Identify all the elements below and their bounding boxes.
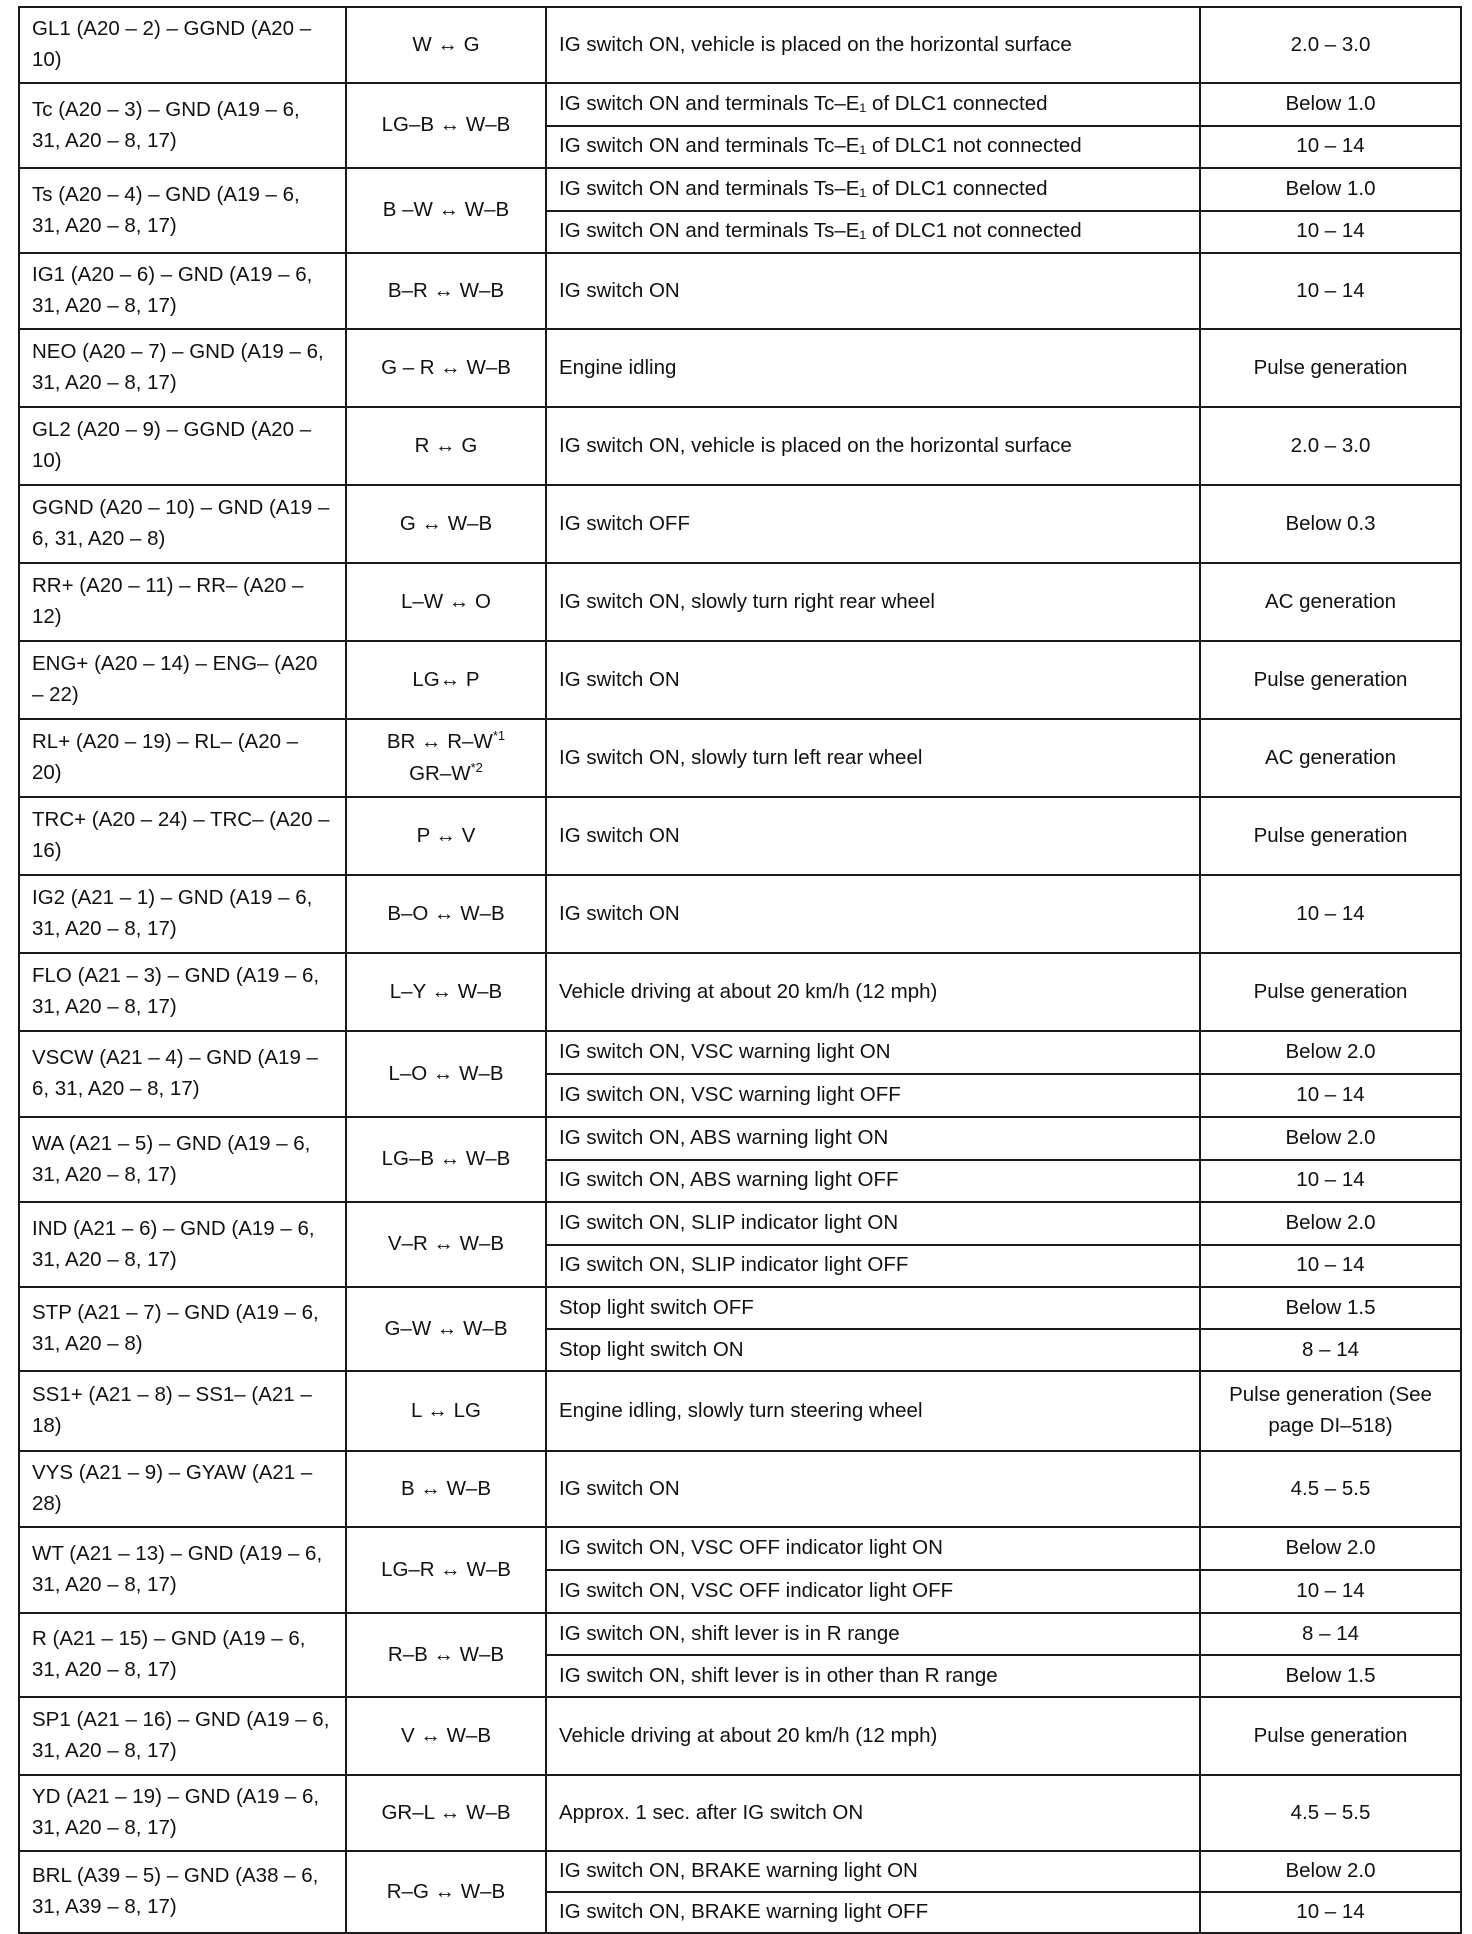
specified-condition-cell: Pulse generation (See page DI–518) bbox=[1200, 1371, 1461, 1451]
terminal-cell: Tc (A20 – 3) – GND (A19 – 6, 31, A20 – 8, 17) bbox=[19, 83, 346, 168]
wire-color-text: B ↔ W–B bbox=[401, 1476, 491, 1500]
wire-color-text: GR–L ↔ W–B bbox=[381, 1800, 511, 1824]
condition-cell: Engine idling, slowly turn steering wheel bbox=[546, 1371, 1200, 1451]
condition-cell: IG switch ON bbox=[546, 797, 1200, 875]
terminal-cell: NEO (A20 – 7) – GND (A19 – 6, 31, A20 – 8, 17) bbox=[19, 329, 346, 407]
specified-condition-cell: Below 2.0 bbox=[1200, 1031, 1461, 1074]
wire-color-text: L–Y ↔ W–B bbox=[389, 979, 503, 1003]
condition-cell: IG switch ON, VSC warning light ON bbox=[546, 1031, 1200, 1074]
table-row bbox=[19, 407, 1461, 485]
specified-condition-cell: 10 – 14 bbox=[1200, 1160, 1461, 1203]
table-row bbox=[19, 563, 1461, 641]
specified-condition-cell: Below 2.0 bbox=[1200, 1527, 1461, 1570]
table-row bbox=[19, 953, 1461, 1031]
terminal-cell: RR+ (A20 – 11) – RR– (A20 – 12) bbox=[19, 563, 346, 641]
terminal-cell: GGND (A20 – 10) – GND (A19 – 6, 31, A20 – 8) bbox=[19, 485, 346, 563]
table-row bbox=[19, 719, 1461, 797]
specified-condition-cell: Below 0.3 bbox=[1200, 485, 1461, 563]
wire-color-cell bbox=[346, 1031, 546, 1117]
table-row bbox=[19, 253, 1461, 329]
condition-cell: IG switch ON, slowly turn right rear wheel bbox=[546, 563, 1200, 641]
wire-color-text: R ↔ G bbox=[414, 433, 478, 457]
table-row bbox=[19, 797, 1461, 875]
specified-condition-cell: Pulse generation bbox=[1200, 797, 1461, 875]
specified-condition-cell: Pulse generation bbox=[1200, 1697, 1461, 1775]
wire-color-cell bbox=[346, 875, 546, 953]
condition-cell: IG switch ON, shift lever is in R range bbox=[546, 1613, 1200, 1655]
wire-color-cell bbox=[346, 1851, 546, 1933]
specified-condition-cell: Below 2.0 bbox=[1200, 1202, 1461, 1245]
wire-color-text: G–W ↔ W–B bbox=[384, 1316, 508, 1340]
terminal-cell: SP1 (A21 – 16) – GND (A19 – 6, 31, A20 – 8, 17) bbox=[19, 1697, 346, 1775]
wire-color-cell bbox=[346, 83, 546, 168]
wire-color-cell bbox=[346, 1697, 546, 1775]
condition-cell: Vehicle driving at about 20 km/h (12 mph) bbox=[546, 953, 1200, 1031]
condition-cell: IG switch ON, VSC warning light OFF bbox=[546, 1074, 1200, 1117]
table-row bbox=[19, 1697, 1461, 1775]
terminal-cell: RL+ (A20 – 19) – RL– (A20 – 20) bbox=[19, 719, 346, 797]
wire-color-text: B –W ↔ W–B bbox=[382, 198, 510, 222]
wire-color-text: L–O ↔ W–B bbox=[388, 1061, 504, 1085]
condition-cell: IG switch ON, slowly turn left rear wheel bbox=[546, 719, 1200, 797]
terminal-cell: IG2 (A21 – 1) – GND (A19 – 6, 31, A20 – 8, 17) bbox=[19, 875, 346, 953]
wire-color-cell bbox=[346, 253, 546, 329]
table-row bbox=[19, 1202, 1461, 1245]
wire-color-cell bbox=[346, 407, 546, 485]
wire-color-cell bbox=[346, 953, 546, 1031]
wire-color-text: L–W ↔ O bbox=[401, 589, 491, 613]
condition-cell: IG switch ON and terminals Tc–E₁ of DLC1 connected bbox=[546, 83, 1200, 126]
wire-color-text: G ↔ W–B bbox=[399, 511, 493, 535]
wire-color-text: LG–R ↔ W–B bbox=[381, 1557, 511, 1581]
table-row bbox=[19, 83, 1461, 126]
wire-color-cell bbox=[346, 1613, 546, 1697]
specified-condition-cell: Pulse generation bbox=[1200, 641, 1461, 719]
table-row bbox=[19, 641, 1461, 719]
wire-color-text: G – R ↔ W–B bbox=[381, 355, 511, 379]
condition-cell: IG switch ON, shift lever is in other than R range bbox=[546, 1655, 1200, 1697]
table-row bbox=[19, 7, 1461, 83]
wire-color-text: V–R ↔ W–B bbox=[387, 1232, 505, 1256]
wire-color-text: LG↔ P bbox=[412, 667, 480, 691]
specified-condition-cell: 10 – 14 bbox=[1200, 253, 1461, 329]
condition-cell: IG switch ON, vehicle is placed on the horizontal surface bbox=[546, 407, 1200, 485]
terminal-cell: R (A21 – 15) – GND (A19 – 6, 31, A20 – 8, 17) bbox=[19, 1613, 346, 1697]
terminal-cell: SS1+ (A21 – 8) – SS1– (A21 – 18) bbox=[19, 1371, 346, 1451]
terminal-cell: IND (A21 – 6) – GND (A19 – 6, 31, A20 – 8, 17) bbox=[19, 1202, 346, 1287]
condition-cell: IG switch ON, VSC OFF indicator light ON bbox=[546, 1527, 1200, 1570]
wire-color-text: LG–B ↔ W–B bbox=[381, 1147, 511, 1171]
footnote-marker: *1 bbox=[492, 728, 506, 744]
condition-cell: IG switch ON, VSC OFF indicator light OFF bbox=[546, 1570, 1200, 1613]
table-row bbox=[19, 168, 1461, 211]
wire-color-text: R–G ↔ W–B bbox=[386, 1879, 506, 1903]
table-row bbox=[19, 1371, 1461, 1451]
wire-color-cell bbox=[346, 329, 546, 407]
condition-cell: Engine idling bbox=[546, 329, 1200, 407]
specified-condition-cell: 8 – 14 bbox=[1200, 1329, 1461, 1371]
table-row bbox=[19, 1451, 1461, 1527]
wire-color-text: P ↔ V bbox=[416, 823, 476, 847]
condition-cell: IG switch ON bbox=[546, 875, 1200, 953]
wire-color-cell bbox=[346, 719, 546, 797]
condition-cell: IG switch ON, BRAKE warning light OFF bbox=[546, 1892, 1200, 1933]
wire-color-cell bbox=[346, 1775, 546, 1851]
specified-condition-cell: AC generation bbox=[1200, 563, 1461, 641]
terminal-cell: GL1 (A20 – 2) – GGND (A20 – 10) bbox=[19, 7, 346, 83]
wire-color-text: LG–B ↔ W–B bbox=[381, 113, 511, 137]
table-row bbox=[19, 1775, 1461, 1851]
table-row bbox=[19, 1117, 1461, 1160]
specified-condition-cell: 10 – 14 bbox=[1200, 1245, 1461, 1288]
table-row bbox=[19, 1613, 1461, 1655]
table-body bbox=[19, 7, 1461, 1933]
terminal-cell: GL2 (A20 – 9) – GGND (A20 – 10) bbox=[19, 407, 346, 485]
condition-cell: IG switch ON, ABS warning light OFF bbox=[546, 1160, 1200, 1203]
specified-condition-cell: 10 – 14 bbox=[1200, 1892, 1461, 1933]
condition-cell: IG switch ON, BRAKE warning light ON bbox=[546, 1851, 1200, 1892]
wire-color-cell bbox=[346, 168, 546, 253]
wire-color-cell bbox=[346, 1287, 546, 1371]
condition-cell: IG switch ON and terminals Tc–E₁ of DLC1 not connected bbox=[546, 126, 1200, 169]
wire-color-cell bbox=[346, 1202, 546, 1287]
specified-condition-cell: 8 – 14 bbox=[1200, 1613, 1461, 1655]
condition-cell: IG switch ON and terminals Ts–E₁ of DLC1 not connected bbox=[546, 211, 1200, 254]
condition-cell: Stop light switch ON bbox=[546, 1329, 1200, 1371]
table-row bbox=[19, 1031, 1461, 1074]
specified-condition-cell: Below 1.5 bbox=[1200, 1287, 1461, 1329]
wire-color-text: L ↔ LG bbox=[411, 1398, 481, 1422]
wire-color-cell bbox=[346, 7, 546, 83]
specified-condition-cell: Below 2.0 bbox=[1200, 1117, 1461, 1160]
wire-color-text: W ↔ G bbox=[412, 32, 480, 56]
condition-cell: IG switch ON, SLIP indicator light OFF bbox=[546, 1245, 1200, 1288]
condition-cell: Stop light switch OFF bbox=[546, 1287, 1200, 1329]
footnote-marker: *2 bbox=[470, 760, 483, 775]
specified-condition-cell: AC generation bbox=[1200, 719, 1461, 797]
specified-condition-cell: 10 – 14 bbox=[1200, 875, 1461, 953]
wire-color-text: R–B ↔ W–B bbox=[387, 1642, 505, 1666]
condition-cell: Approx. 1 sec. after IG switch ON bbox=[546, 1775, 1200, 1851]
wire-color-cell bbox=[346, 485, 546, 563]
terminal-inspection-table bbox=[18, 6, 1462, 1934]
wire-color-cell bbox=[346, 1451, 546, 1527]
wire-color-text: B–R ↔ W–B bbox=[387, 278, 505, 302]
specified-condition-cell: 10 – 14 bbox=[1200, 1570, 1461, 1613]
wire-color-cell bbox=[346, 1527, 546, 1613]
terminal-cell: YD (A21 – 19) – GND (A19 – 6, 31, A20 – 8, 17) bbox=[19, 1775, 346, 1851]
wire-color-text: V ↔ W–B bbox=[401, 1723, 491, 1747]
terminal-cell: WA (A21 – 5) – GND (A19 – 6, 31, A20 – 8, 17) bbox=[19, 1117, 346, 1202]
terminal-cell: Ts (A20 – 4) – GND (A19 – 6, 31, A20 – 8, 17) bbox=[19, 168, 346, 253]
specified-condition-cell: 4.5 – 5.5 bbox=[1200, 1451, 1461, 1527]
terminal-cell: BRL (A39 – 5) – GND (A38 – 6, 31, A39 – 8, 17) bbox=[19, 1851, 346, 1933]
condition-cell: IG switch ON, SLIP indicator light ON bbox=[546, 1202, 1200, 1245]
wire-color-cell bbox=[346, 1371, 546, 1451]
specified-condition-cell: 2.0 – 3.0 bbox=[1200, 407, 1461, 485]
condition-cell: IG switch ON bbox=[546, 253, 1200, 329]
specified-condition-cell: 10 – 14 bbox=[1200, 211, 1461, 254]
terminal-cell: ENG+ (A20 – 14) – ENG– (A20 – 22) bbox=[19, 641, 346, 719]
table-row bbox=[19, 1527, 1461, 1570]
terminal-cell: IG1 (A20 – 6) – GND (A19 – 6, 31, A20 – 8, 17) bbox=[19, 253, 346, 329]
specified-condition-cell: Below 1.0 bbox=[1200, 83, 1461, 126]
condition-cell: IG switch OFF bbox=[546, 485, 1200, 563]
specified-condition-cell: Below 1.0 bbox=[1200, 168, 1461, 211]
wire-color-cell bbox=[346, 563, 546, 641]
wire-color-text: $GR-W^{*2}$ bbox=[409, 760, 483, 785]
condition-cell: Vehicle driving at about 20 km/h (12 mph) bbox=[546, 1697, 1200, 1775]
terminal-cell: STP (A21 – 7) – GND (A19 – 6, 31, A20 – 8) bbox=[19, 1287, 346, 1371]
terminal-cell: FLO (A21 – 3) – GND (A19 – 6, 31, A20 – 8, 17) bbox=[19, 953, 346, 1031]
terminal-cell: VSCW (A21 – 4) – GND (A19 – 6, 31, A20 – 8, 17) bbox=[19, 1031, 346, 1117]
condition-cell: IG switch ON, ABS warning light ON bbox=[546, 1117, 1200, 1160]
table-row bbox=[19, 875, 1461, 953]
condition-cell: IG switch ON and terminals Ts–E₁ of DLC1 connected bbox=[546, 168, 1200, 211]
table-row bbox=[19, 485, 1461, 563]
wire-color-cell bbox=[346, 1117, 546, 1202]
wire-color-text: B–O ↔ W–B bbox=[387, 901, 505, 925]
terminal-cell: VYS (A21 – 9) – GYAW (A21 – 28) bbox=[19, 1451, 346, 1527]
specified-condition-cell: 2.0 – 3.0 bbox=[1200, 7, 1461, 83]
wire-color-cell bbox=[346, 797, 546, 875]
specified-condition-cell: Below 2.0 bbox=[1200, 1851, 1461, 1892]
table-row bbox=[19, 1287, 1461, 1329]
specified-condition-cell: Pulse generation bbox=[1200, 953, 1461, 1031]
specified-condition-cell: Pulse generation bbox=[1200, 329, 1461, 407]
condition-cell: IG switch ON, vehicle is placed on the horizontal surface bbox=[546, 7, 1200, 83]
terminal-cell: WT (A21 – 13) – GND (A19 – 6, 31, A20 – 8, 17) bbox=[19, 1527, 346, 1613]
table-row bbox=[19, 1851, 1461, 1892]
condition-cell: IG switch ON bbox=[546, 1451, 1200, 1527]
condition-cell: IG switch ON bbox=[546, 641, 1200, 719]
table-row bbox=[19, 329, 1461, 407]
wire-color-cell bbox=[346, 641, 546, 719]
specified-condition-cell: 10 – 14 bbox=[1200, 1074, 1461, 1117]
terminal-cell: TRC+ (A20 – 24) – TRC– (A20 – 16) bbox=[19, 797, 346, 875]
specified-condition-cell: Below 1.5 bbox=[1200, 1655, 1461, 1697]
wire-color-text: BR ↔ $R-W^{*1}$ bbox=[386, 728, 506, 754]
specified-condition-cell: 4.5 – 5.5 bbox=[1200, 1775, 1461, 1851]
specified-condition-cell: 10 – 14 bbox=[1200, 126, 1461, 169]
